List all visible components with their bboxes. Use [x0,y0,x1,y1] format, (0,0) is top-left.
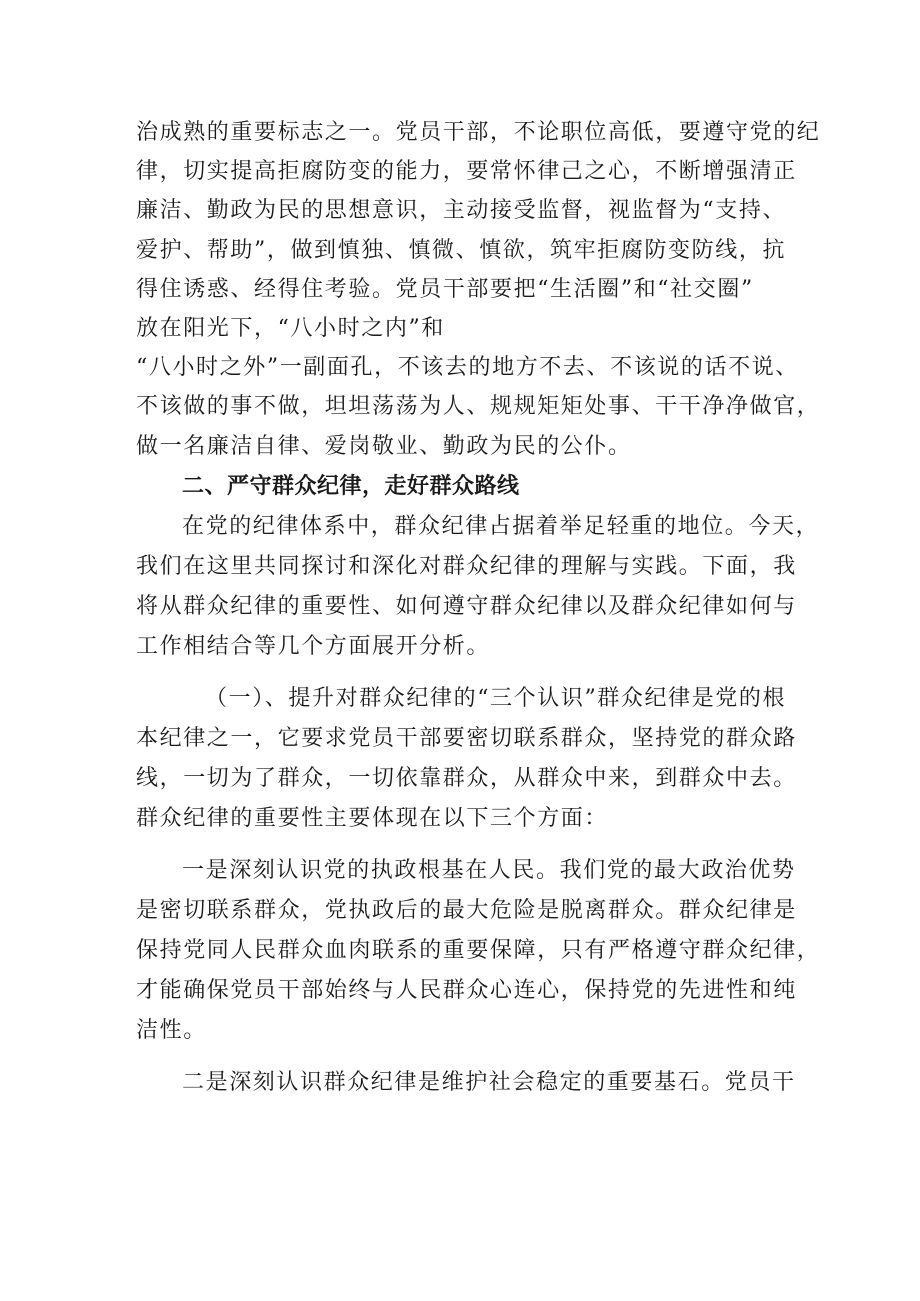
subsection-line: （一）、提升对群众纪律的“三个认识”群众纪律是党的根 [205,686,787,711]
paragraph-line: 保持党同人民群众血肉联系的重要保障，只有严格遵守群众纪律， [136,938,821,963]
paragraph-line: 我们在这里共同探讨和深化对群众纪律的理解与实践。下面，我 [136,554,797,579]
paragraph-line: 得住诱惑、经得住考验。党员干部要把“生活圈”和“社交圈” [136,277,754,302]
paragraph-line: 做一名廉洁自律、爱岗敬业、勤政为民的公仆。 [136,434,632,459]
paragraph-line: 是密切联系群众，党执政后的最大危险是脱离群众。群众纪律是 [136,898,797,923]
paragraph-line: “八小时之外”一副面孔，不该去的地方不去、不该说的话不说、 [136,355,799,380]
paragraph-line: 才能确保党员干部始终与人民群众心连心，保持党的先进性和纯 [136,978,797,1003]
paragraph-line: 工作相结合等几个方面展开分析。 [136,634,491,659]
paragraph-line: 一是深刻认识党的执政根基在人民。我们党的最大政治优势 [182,858,796,883]
paragraph-line: 治成熟的重要标志之一。党员干部，不论职位高低，要遵守党的纪 [136,120,821,145]
paragraph-line: 不该做的事不做，坦坦荡荡为人、规规矩矩处事、干干净净做官， [136,394,821,419]
paragraph-line: 本纪律之一，它要求党员干部要密切联系群众，坚持党的群众路 [136,726,797,751]
paragraph-line: 洁性。 [136,1018,207,1043]
paragraph-line: 律，切实提高拒腐防变的能力，要常怀律己之心，不断增强清正 [136,159,797,184]
paragraph-line: 群众纪律的重要性主要体现在以下三个方面： [136,806,609,831]
paragraph-line: 线，一切为了群众，一切依靠群众，从群众中来，到群众中去。 [136,766,797,791]
paragraph-line: 二是深刻认识群众纪律是维护社会稳定的重要基石。党员干 [182,1070,796,1095]
paragraph-line: 放在阳光下，“八小时之内”和 [136,316,445,341]
paragraph-line: 爱护、帮助”，做到慎独、慎微、慎欲，筑牢拒腐防变防线，抗 [136,238,787,263]
paragraph-line: 将从群众纪律的重要性、如何遵守群众纪律以及群众纪律如何与 [136,594,797,619]
paragraph-line: 廉洁、勤政为民的思想意识，主动接受监督，视监督为“支持、 [136,198,787,223]
paragraph-line: 在党的纪律体系中，群众纪律占据着举足轻重的地位。今天， [182,514,820,539]
section-heading: 二、严守群众纪律，走好群众路线 [182,474,520,499]
